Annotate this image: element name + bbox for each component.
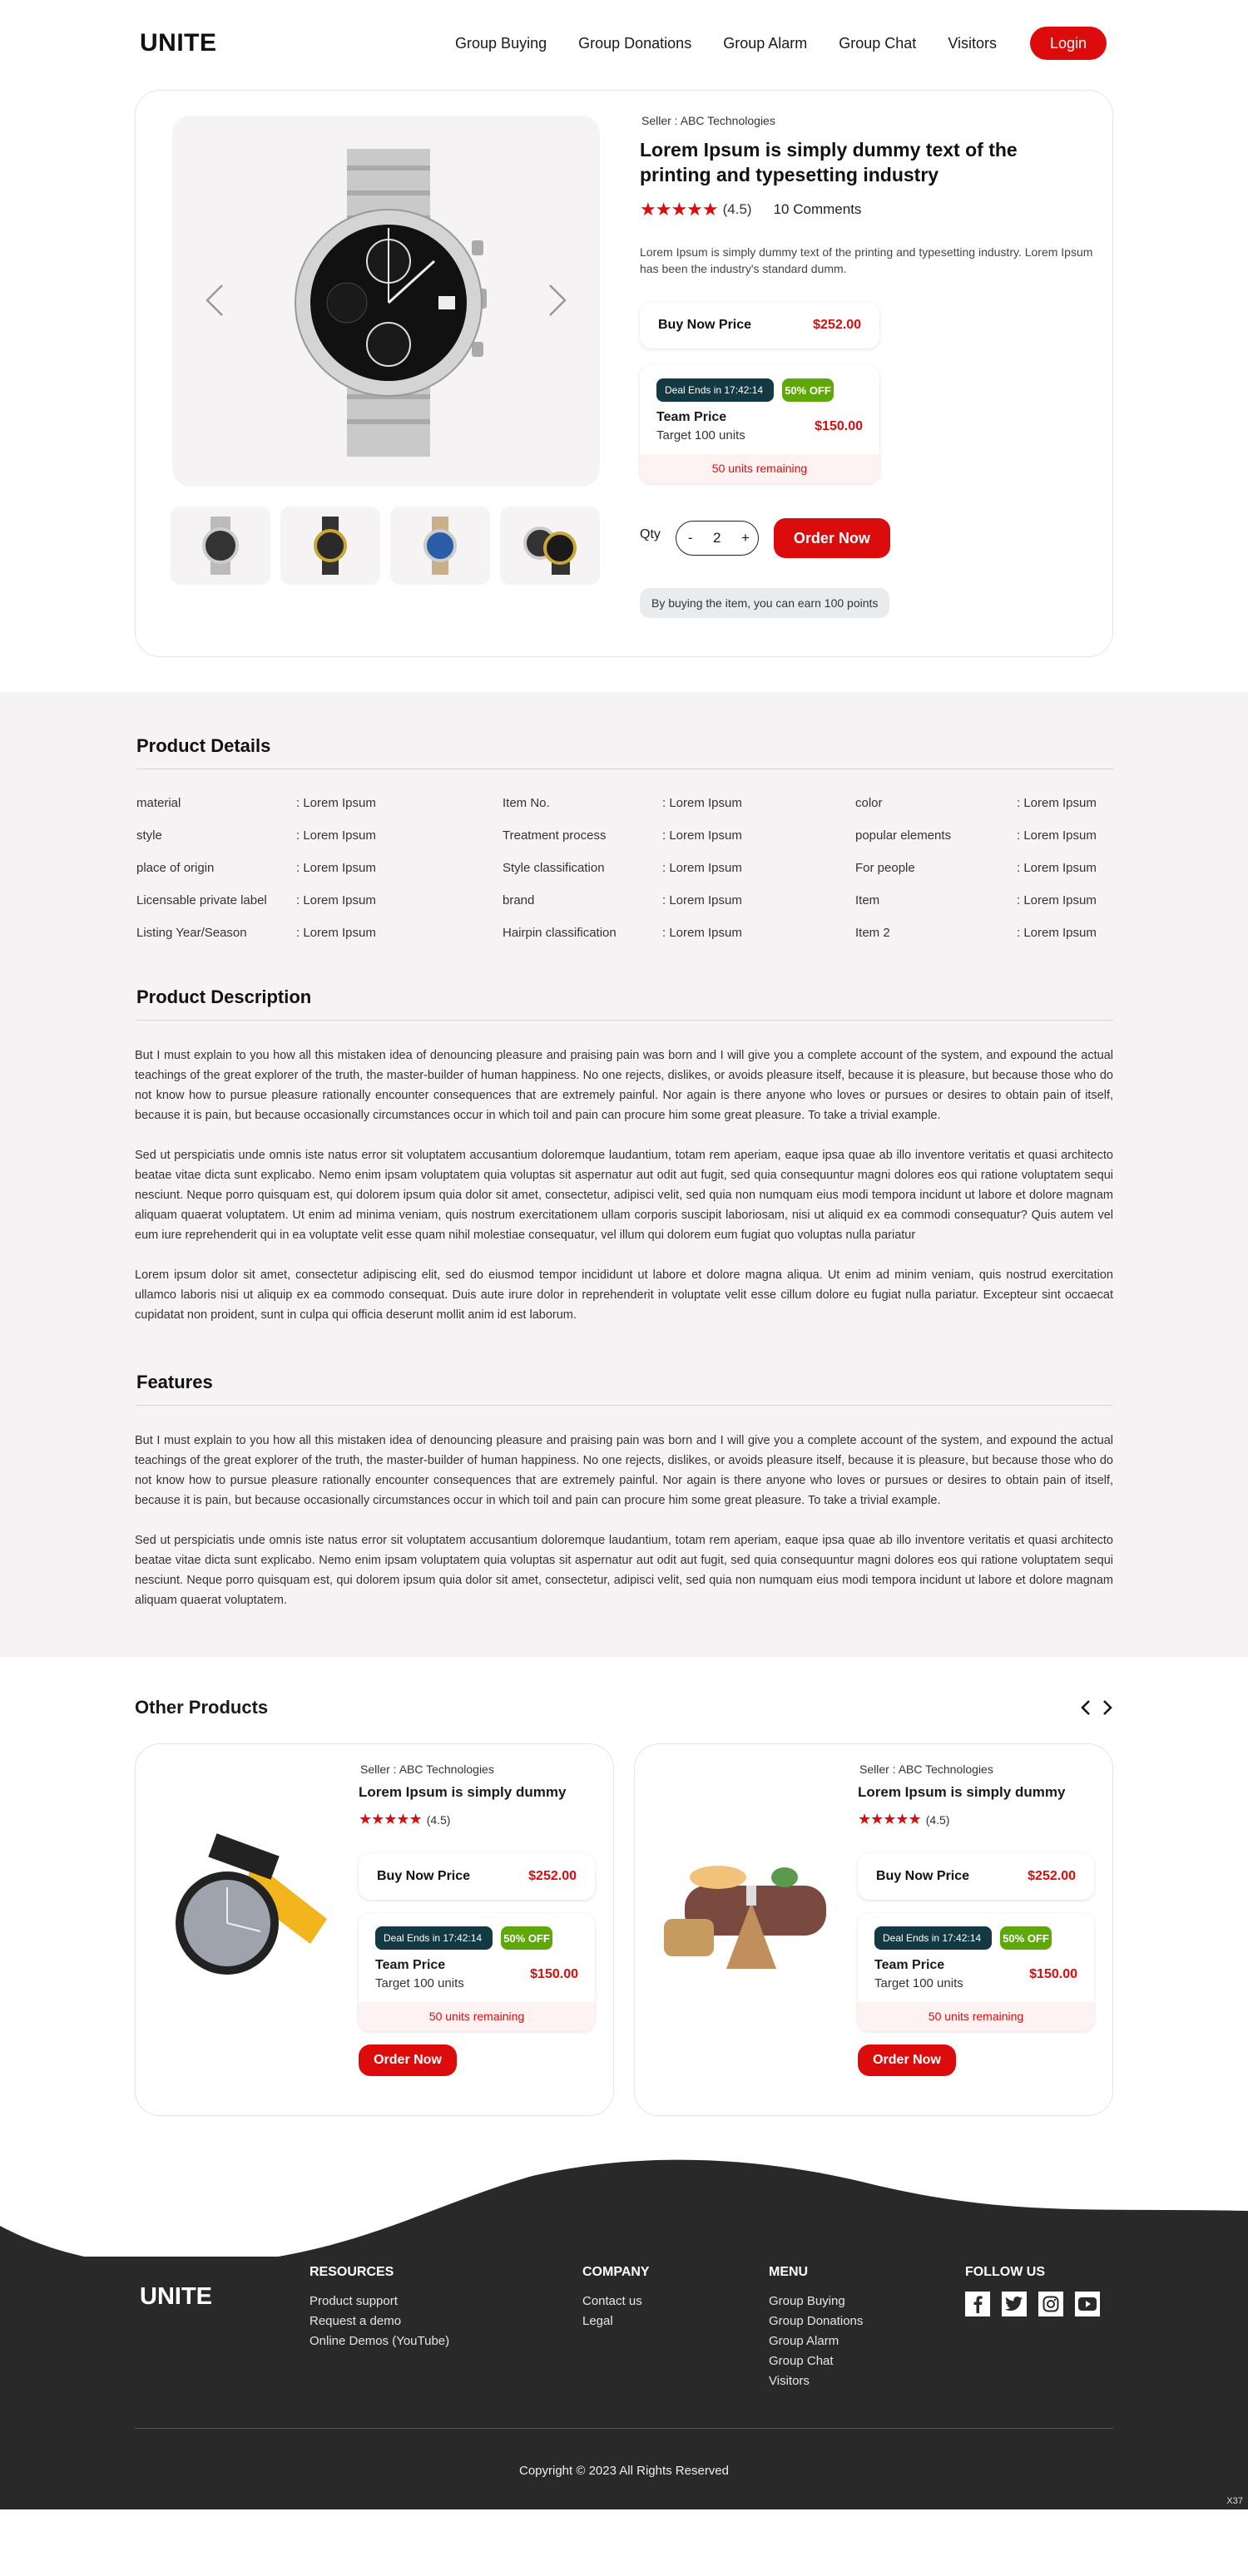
product-gallery (172, 116, 600, 487)
gallery-thumbnails (171, 507, 600, 585)
features-paragraph: But I must explain to you how all this mistaken idea of denouncing pleasure and praising pain was born and I will give you a complete account of the system, and expound the actual teachings of the great explorer of the truth, the master-builder of human happiness. No one rejects, dislikes, or avoids pleasure itself, because it is pleasure, but because those who do not know how to pursue pleasure rationally encounter consequences that are extremely painful. Nor again is there anyone who loves or pursues or desires to obtain pain of itself, because it is pain, but because occasionally circumstances occur in which toil and pain can procure him some great pleasure. To take a trivial example. (135, 1434, 1113, 1507)
facebook-icon[interactable] (965, 2292, 990, 2316)
buy-now-price: $252.00 (1028, 1869, 1076, 1883)
buy-now-price-box (640, 302, 879, 349)
footer-company-title: COMPANY (582, 2265, 650, 2279)
detail-row (854, 861, 1113, 875)
twitter-icon[interactable] (1002, 2292, 1027, 2316)
nav-group-chat[interactable]: Group Chat (839, 34, 917, 52)
gallery-next-arrow-icon[interactable] (545, 282, 570, 319)
detail-key: Item (855, 893, 880, 907)
seller-name: Seller : ABC Technologies (859, 1763, 993, 1776)
detail-row (501, 893, 854, 907)
product-card (135, 90, 1113, 657)
detail-key: Item 2 (855, 926, 890, 940)
detail-row (135, 861, 501, 875)
rating-value: (4.5) (925, 1812, 950, 1827)
footer-link-group-alarm[interactable]: Group Alarm (769, 2334, 839, 2348)
team-target: Target 100 units (656, 428, 745, 443)
points-note: By buying the item, you can earn 100 points (640, 588, 889, 618)
footer-resources-title: RESOURCES (310, 2265, 394, 2279)
detail-value: : Lorem Ipsum (662, 796, 742, 810)
short-description: Lorem Ipsum is simply dummy text of the printing and typesetting industry. Lorem Ipsum has been the industry's standard dumm. (640, 245, 1093, 275)
team-deal-box (640, 365, 879, 483)
rating-value: (4.5) (426, 1812, 451, 1827)
footer-logo[interactable]: UNITE (140, 2283, 212, 2310)
footer-link-product-support[interactable]: Product support (310, 2294, 398, 2308)
detail-value: : Lorem Ipsum (662, 893, 742, 907)
detail-row (854, 893, 1113, 907)
discount-badge: 50% OFF (782, 378, 834, 402)
detail-row (501, 828, 854, 843)
footer-company (582, 2265, 769, 2391)
detail-key: brand (503, 893, 535, 907)
detail-value: : Lorem Ipsum (1017, 796, 1097, 810)
detail-value: : Lorem Ipsum (1017, 926, 1097, 940)
thumbnail-blue-dial-watch[interactable] (390, 507, 490, 585)
units-remaining: 50 units remaining (359, 2002, 595, 2031)
detail-row (501, 926, 854, 940)
footer-menu-title: MENU (769, 2265, 809, 2279)
footer-link-contact[interactable]: Contact us (582, 2294, 642, 2308)
star-rating-icon: ★★★★★ (858, 1811, 921, 1827)
order-now-button[interactable]: Order Now (774, 518, 890, 558)
description-paragraph: Sed ut perspiciatis unde omnis iste natus error sit voluptatem accusantium doloremque laudantium, totam rem aperiam, eaque ipsa quae ab illo inventore veritatis et quasi architecto beatae vitae dicta sunt explicabo. Nemo enim ipsam voluptatem quia voluptas sit aspernatur aut odit aut fugit, sed quia consequuntur magni dolores eos qui ratione voluptatem sequi nesciunt. Neque porro quisquam est, qui dolorem ipsum quia dolor sit amet, consectetur, adipisci velit, sed quia non numquam eius modi tempora incidunt ut labore et dolore magnam aliquam quaerat voluptatem. Ut enim ad minima veniam, quis nostrum exercitationem ullam corporis suscipit laboriosam, nisi ut aliquid ex ea commodi consequatur? Quis autem vel eum iure reprehenderit qui in ea voluptate velit esse quam nihil molestiae consequatur, vel illum qui dolorem eum fugiat quo voluptas nulla pariatur (135, 1149, 1113, 1242)
description-paragraph: Lorem ipsum dolor sit amet, consectetur adipiscing elit, sed do eiusmod tempor incididunt ut labore et dolore magna aliqua. Ut enim ad minim veniam, quis nostrud exercitation ullamco laboris nisi ut aliquip ex ea commodo consequat. Duis aute irure dolor in reprehenderit in voluptate velit esse cillum dolore eu fugiat nulla pariatur. Excepteur sint occaecat cupidatat non proident, sunt in culpa qui officia deserunt mollit anim id est laborum. (135, 1268, 1113, 1322)
detail-key: material (136, 796, 181, 810)
bath-spa-set-image (660, 1827, 826, 2027)
detail-value: : Lorem Ipsum (662, 861, 742, 875)
detail-key: Treatment process (503, 828, 607, 843)
corner-tag: X37 (1226, 2496, 1243, 2506)
gallery-prev-arrow-icon[interactable] (202, 282, 227, 319)
buy-now-label: Buy Now Price (658, 318, 752, 332)
rating-row (640, 199, 1089, 220)
buy-now-label: Buy Now Price (876, 1869, 970, 1883)
carousel-next-icon[interactable] (1102, 1698, 1113, 1717)
detail-value: : Lorem Ipsum (662, 926, 742, 940)
features-paragraph: Sed ut perspiciatis unde omnis iste natus error sit voluptatem accusantium doloremque laudantium, totam rem aperiam, eaque ipsa quae ab illo inventore veritatis et quasi architecto beatae vitae dicta sunt explicabo. Nemo enim ipsam voluptatem quia voluptas sit aspernatur aut odit aut fugit, sed quia consequuntur magni dolores eos qui ratione voluptatem sequi nesciunt. Neque porro quisquam est, qui dolorem ipsum quia dolor sit amet, consectetur, adipisci velit, sed quia non numquam eius modi tempora incidunt ut labore et dolore magnam aliquam quaerat voluptatem. (135, 1534, 1113, 1607)
site-header (135, 0, 1113, 87)
buy-now-price: $252.00 (528, 1869, 577, 1883)
detail-value: : Lorem Ipsum (296, 828, 376, 843)
product-title[interactable]: Lorem Ipsum is simply dummy (359, 1784, 567, 1800)
detail-value: : Lorem Ipsum (1017, 893, 1097, 907)
rating-value: (4.5) (722, 201, 752, 217)
login-button[interactable]: Login (1030, 27, 1107, 60)
detail-key: style (136, 828, 162, 843)
discount-badge: 50% OFF (1000, 1926, 1052, 1950)
product-description-section (135, 986, 1113, 1325)
order-now-button[interactable]: Order Now (858, 2044, 956, 2076)
thumbnail-gold-black-watch[interactable] (280, 507, 380, 585)
footer-wave-divider (0, 2158, 1248, 2257)
detail-key: color (855, 796, 883, 810)
nav-group-buying[interactable]: Group Buying (455, 34, 547, 52)
footer-link-legal[interactable]: Legal (582, 2314, 613, 2328)
other-products-heading: Other Products (135, 1697, 269, 1718)
qty-value[interactable]: 2 (713, 530, 721, 546)
description-paragraph: But I must explain to you how all this mistaken idea of denouncing pleasure and praising pain was born and I will give you a complete account of the system, and expound the actual teachings of the great explorer of the truth, the master-builder of human happiness. No one rejects, dislikes, or avoids pleasure itself, because it is pleasure, but because those who do not know how to pursue pleasure rationally encounter consequences that are extremely painful. Nor again is there anyone who loves or pursues or desires to obtain pain of itself, because it is pain, but because occasionally circumstances occur in which toil and pain can procure him some great pleasure. To take a trivial example. (135, 1049, 1113, 1122)
units-remaining: 50 units remaining (640, 454, 879, 483)
detail-key: Listing Year/Season (136, 926, 247, 940)
footer-link-online-demos[interactable]: Online Demos (YouTube) (310, 2334, 450, 2348)
product-title: Lorem Ipsum is simply dummy text of the printing and typesetting industry (640, 139, 1018, 185)
team-deal-box (858, 1913, 1094, 2031)
product-details-heading: Product Details (136, 735, 1113, 769)
youtube-icon[interactable] (1075, 2292, 1100, 2316)
other-products-section (0, 1657, 1248, 2116)
footer-link-group-buying[interactable]: Group Buying (769, 2294, 845, 2308)
nav-visitors[interactable]: Visitors (948, 34, 997, 52)
quantity-row (640, 518, 1089, 558)
team-target: Target 100 units (375, 1976, 464, 1990)
detail-row (854, 926, 1113, 940)
detail-value: : Lorem Ipsum (1017, 828, 1097, 843)
detail-key: Licensable private label (136, 893, 267, 907)
product-details-table (135, 796, 1113, 940)
detail-row (854, 796, 1113, 810)
qty-label: Qty (640, 527, 661, 541)
footer-follow (965, 2265, 1100, 2391)
detail-key: Item No. (503, 796, 550, 810)
copyright: Copyright © 2023 All Rights Reserved (518, 2464, 729, 2478)
product-info (640, 114, 1093, 618)
star-rating-icon: ★★★★★ (359, 1811, 422, 1827)
qty-increase-button[interactable]: + (740, 530, 750, 546)
footer-follow-title: FOLLOW US (965, 2265, 1045, 2279)
main-nav (423, 27, 1107, 60)
footer-link-visitors[interactable]: Visitors (769, 2374, 810, 2388)
detail-key: popular elements (855, 828, 952, 843)
team-price-label: Team Price (874, 1958, 945, 1972)
nav-group-donations[interactable]: Group Donations (578, 34, 692, 52)
deal-countdown-badge: Deal Ends in 17:42:14 (375, 1926, 493, 1950)
other-product-card[interactable] (634, 1743, 1113, 2116)
quantity-stepper[interactable] (676, 521, 759, 556)
footer-menu (769, 2265, 965, 2391)
site-footer (0, 2257, 1248, 2509)
detail-row (854, 828, 1113, 843)
product-description-heading: Product Description (136, 986, 1113, 1021)
details-column (501, 796, 854, 940)
team-price-label: Team Price (656, 410, 727, 424)
footer-link-request-demo[interactable]: Request a demo (310, 2314, 402, 2328)
detail-value: : Lorem Ipsum (662, 828, 742, 843)
team-deal-box (359, 1913, 595, 2031)
footer-link-group-chat[interactable]: Group Chat (769, 2354, 834, 2368)
buy-now-price-box (359, 1853, 595, 1900)
team-price: $150.00 (1029, 1966, 1077, 1981)
thumbnail-silver-watch[interactable] (171, 507, 270, 585)
buy-now-price-box (858, 1853, 1094, 1900)
logo[interactable]: UNITE (140, 29, 217, 57)
order-now-button[interactable]: Order Now (359, 2044, 457, 2076)
detail-row (135, 926, 501, 940)
detail-value: : Lorem Ipsum (296, 796, 376, 810)
details-column (854, 796, 1113, 940)
detail-key: Style classification (503, 861, 605, 875)
detail-value: : Lorem Ipsum (296, 861, 376, 875)
detail-value: : Lorem Ipsum (296, 893, 376, 907)
detail-row (135, 893, 501, 907)
detail-row (501, 796, 854, 810)
nav-group-alarm[interactable]: Group Alarm (723, 34, 808, 52)
instagram-icon[interactable] (1038, 2292, 1063, 2316)
seller-name: Seller : ABC Technologies (641, 114, 775, 127)
detail-value: : Lorem Ipsum (1017, 861, 1097, 875)
features-heading: Features (136, 1372, 1113, 1406)
discount-badge: 50% OFF (501, 1926, 552, 1950)
product-info-section (0, 692, 1248, 1657)
other-product-card[interactable] (135, 1743, 614, 2116)
thumbnail-two-watches[interactable] (500, 507, 600, 585)
leather-strap-watch-image (161, 1827, 327, 2027)
detail-key: For people (855, 861, 915, 875)
units-remaining: 50 units remaining (858, 2002, 1094, 2031)
details-column (135, 796, 501, 940)
buy-now-label: Buy Now Price (377, 1869, 471, 1883)
detail-row (501, 861, 854, 875)
carousel-prev-icon[interactable] (1080, 1698, 1092, 1717)
star-rating-icon: ★★★★★ (640, 199, 718, 220)
main-watch-image (289, 149, 488, 457)
buy-now-price: $252.00 (813, 318, 861, 332)
footer-link-group-donations[interactable]: Group Donations (769, 2314, 864, 2328)
seller-name: Seller : ABC Technologies (360, 1763, 494, 1776)
product-title[interactable]: Lorem Ipsum is simply dummy (858, 1784, 1066, 1800)
deal-countdown-badge: Deal Ends in 17:42:14 (656, 378, 774, 402)
team-price-label: Team Price (375, 1958, 446, 1972)
detail-key: Hairpin classification (503, 926, 617, 940)
team-target: Target 100 units (874, 1976, 963, 1990)
deal-countdown-badge: Deal Ends in 17:42:14 (874, 1926, 992, 1950)
team-price: $150.00 (815, 418, 863, 433)
team-price: $150.00 (530, 1966, 578, 1981)
qty-decrease-button[interactable]: - (687, 530, 693, 546)
detail-key: place of origin (136, 861, 215, 875)
footer-resources (310, 2265, 582, 2391)
features-section (135, 1372, 1113, 1610)
detail-value: : Lorem Ipsum (296, 926, 376, 940)
detail-row (135, 828, 501, 843)
comments-link[interactable]: 10 Comments (773, 201, 862, 217)
detail-row (135, 796, 501, 810)
